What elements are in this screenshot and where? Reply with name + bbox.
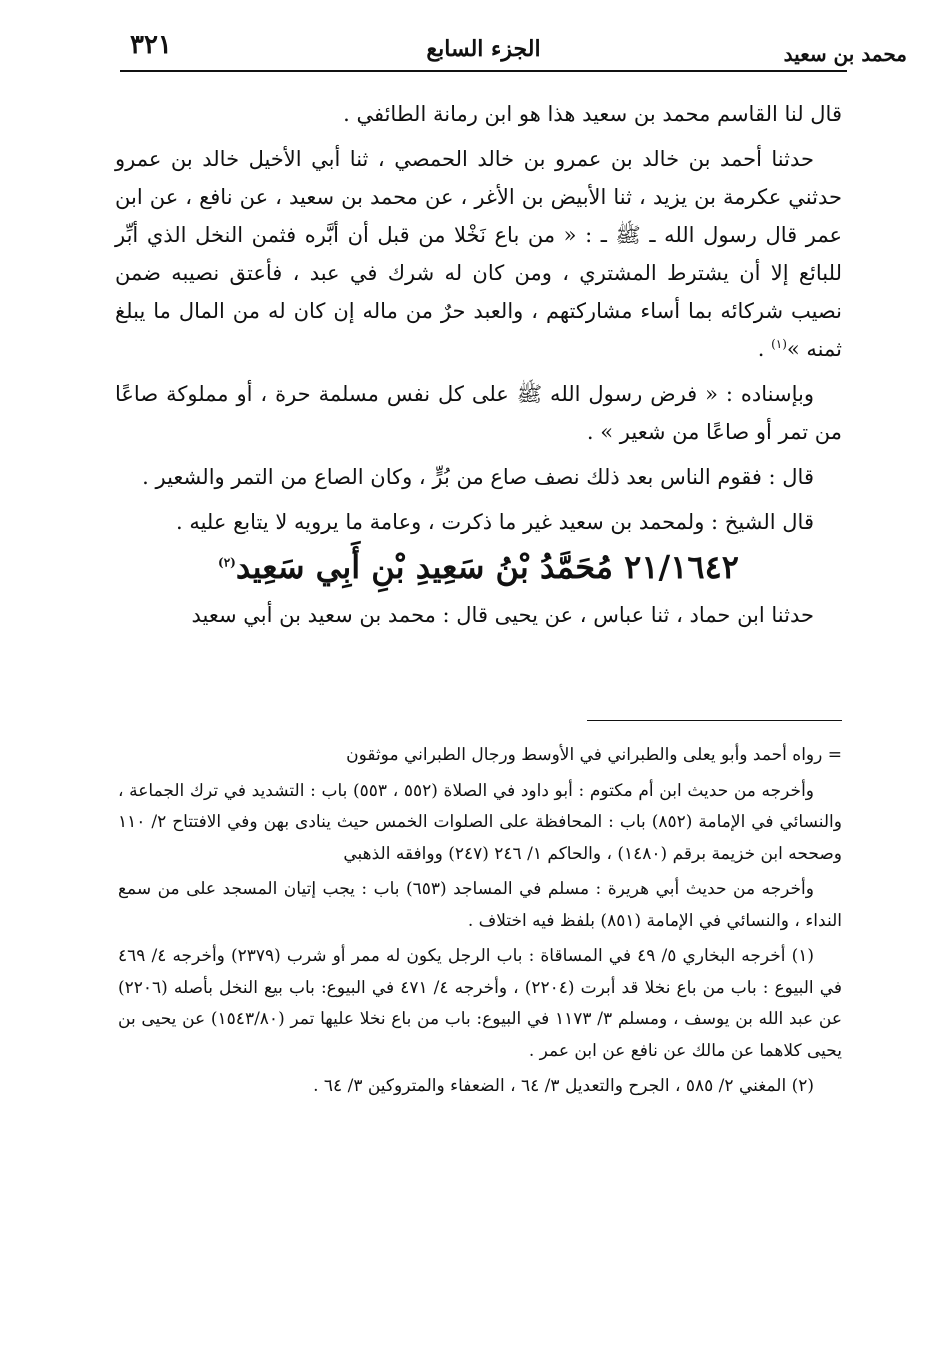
paragraph: قال لنا القاسم محمد بن سعيد هذا هو ابن رمانة الطائفي . [343,102,842,126]
footnote-marker-1: (١) [771,337,787,351]
entry-title-text: ٢١/١٦٤٢ مُحَمَّدُ بْنُ سَعِيدِ بْنِ أَبِي سَعِيد [235,548,739,586]
header-rule [120,70,847,72]
paragraph: قال : فقوم الناس بعد ذلك نصف صاع من بُرٍّ ، وكان الصاع من التمر والشعير . [142,465,814,489]
sentence-end: . [757,337,765,361]
page-header [120,28,907,68]
footnote-2: (٢) المغني ٢/ ٥٨٥ ، الجرح والتعديل ٣/ ٦٤ ، الضعفاء والمتروكين ٣/ ٦٤ . [313,1076,814,1096]
paragraph: وبإسناده : « فرض رسول الله ﷺ على كل نفس مسلمة حرة ، أو مملوكة صاعًا من تمر أو صاعًا من شعير » . [115,382,842,444]
running-title: محمد بن سعيد [783,42,907,66]
footnote-separator [587,720,842,721]
paragraph-hadith [115,140,842,368]
hadith-text: حدثنا أحمد بن خالد بن عمرو بن خالد الحمصي ، ثنا أبي الأخيل خالد بن عمرو حدثني عكرمة بن يزيد ، ثنا الأبيض بن الأغر ، عن محمد بن سعيد ، عن نافع ، عن ابن عمر قال رسول الله ـ ﷺ ـ : « من باع نَخْلا من قبل أن أبَّره فثمن النخل الذي أبِّر للبائع إلا أن يشترط المشتري ، ومن كان له شرك في عبد ، فأعتق نصيبه ضمن نصيب شركائه بما أساء مشاركتهم ، والعبد حرٌ من ماله إن كان له من المال ما يبلغ ثمنه » [115,147,842,361]
paragraph: حدثنا ابن حماد ، ثنا عباس ، عن يحيى قال : محمد بن سعيد بن أبي سعيد [191,603,814,627]
page-number: ٣٢١ [130,30,172,60]
main-text [115,95,842,641]
footnote-1: (١) أخرجه البخاري ٥/ ٤٩ في المساقاة : باب الرجل يكون له ممر أو شرب (٢٣٧٩) وأخرجه ٤/ ٤٦٩ في البيوع : باب من باع نخلا قد أبرت (٢٢٠٤) ، وأخرجه ٤/ ٤٧١ في البيوع: باب بيع النخل بأصله (٢٢٠٦) عن عبد الله بن يوسف ، ومسلم ٣/ ١١٧٣ في البيوع: باب من باع نخلا عليها تمر (١٥٤٣/٨٠) عن يحيى بن يحيى كلاهما عن مالك عن نافع عن ابن عمر . [118,946,842,1061]
footnotes [118,740,842,1107]
footnote-marker-2: (٢) [218,555,236,570]
footnote-para: وأخرجه من حديث ابن أم مكتوم : أبو داود في الصلاة (٥٥٢ ، ٥٥٣) باب : التشديد في ترك الجماعة ، والنسائي في الإمامة (٨٥٢) باب : المحافظة على الصلوات الخمس حيث ينادى بهن وفي الافتتاح ٢/ ١١٠ وصححه ابن خزيمة برقم (١٤٨٠) ، والحاكم ١/ ٢٤٦ (٢٤٧) ووافقه الذهبي [118,780,842,864]
footnote-continued: = رواه أحمد وأبو يعلى والطبراني في الأوسط ورجال الطبراني موثقون [346,745,842,765]
volume-title: الجزء السابع [426,36,541,62]
footnote-para: وأخرجه من حديث أبي هريرة : مسلم في المساجد (٦٥٣) باب : يجب إتيان المسجد على من سمع النداء ، والنسائي في الإمامة (٨٥١) بلفظ فيه اختلاف . [118,879,842,931]
paragraph: قال الشيخ : ولمحمد بن سعيد غير ما ذكرت ، وعامة ما يرويه لا يتابع عليه . [175,510,814,534]
entry-title [115,548,842,586]
